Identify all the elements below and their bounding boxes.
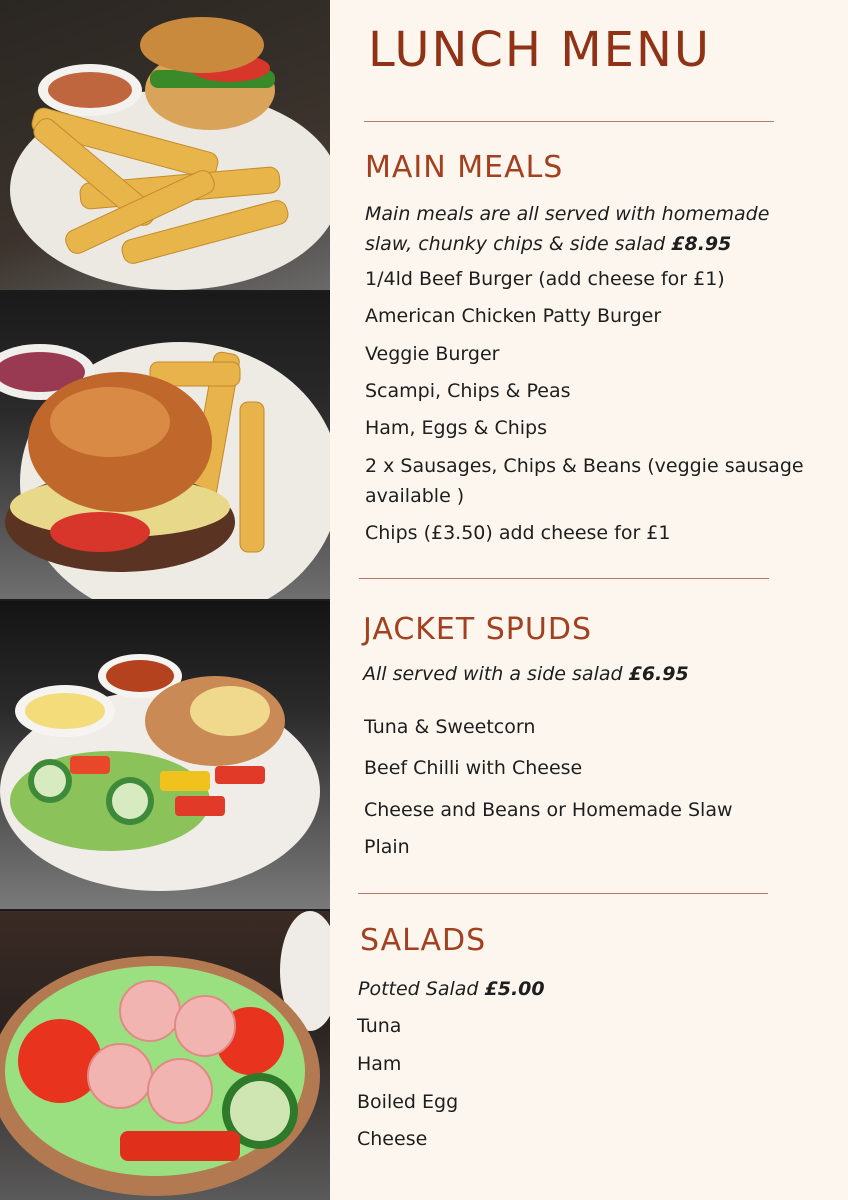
description-text: All served with a side salad (363, 663, 623, 685)
menu-item: Cheese and Beans or Homemade Slaw (364, 799, 733, 821)
price: £5.00 (484, 978, 545, 1000)
menu-item: Tuna (357, 1015, 402, 1037)
menu-item: 2 x Sausages, Chips & Beans (veggie sausage available ) (365, 455, 804, 507)
menu-item: 1/4ld Beef Burger (add cheese for £1) (365, 268, 725, 290)
potted-ham-salad-photo (0, 911, 330, 1200)
menu-panel (330, 0, 848, 1200)
menu-item: Beef Chilli with Cheese (364, 757, 583, 779)
price: £6.95 (628, 663, 689, 685)
menu-item: Veggie Burger (365, 343, 500, 365)
menu-item: Cheese (357, 1128, 428, 1150)
page-title: LUNCH MENU (368, 22, 712, 78)
price: £8.95 (671, 233, 732, 255)
section-heading-jacket-spuds: JACKET SPUDS (363, 612, 592, 647)
menu-item: Plain (364, 836, 410, 858)
burger-chips-slaw-photo (0, 0, 330, 290)
divider (364, 121, 774, 122)
section-description (363, 659, 689, 689)
section-heading-main-meals: MAIN MEALS (365, 150, 564, 185)
jacket-potato-salad-photo (0, 601, 330, 909)
divider (359, 578, 769, 579)
menu-item: Tuna & Sweetcorn (364, 716, 536, 738)
menu-item: Ham (357, 1053, 402, 1075)
description-text: Main meals are all served with homemade slaw, chunky chips & side salad (365, 203, 770, 255)
section-description (358, 974, 545, 1004)
menu-item: Boiled Egg (357, 1091, 459, 1113)
divider (358, 893, 768, 894)
description-text: Potted Salad (358, 978, 479, 1000)
menu-item: Scampi, Chips & Peas (365, 380, 571, 402)
section-heading-salads: SALADS (360, 923, 487, 958)
photo-column (0, 0, 330, 1200)
menu-item: American Chicken Patty Burger (365, 305, 662, 327)
menu-item: Ham, Eggs & Chips (365, 417, 547, 439)
menu-item: Chips (£3.50) add cheese for £1 (365, 522, 671, 544)
burger-fries-photo (0, 292, 330, 599)
section-description (365, 199, 805, 259)
